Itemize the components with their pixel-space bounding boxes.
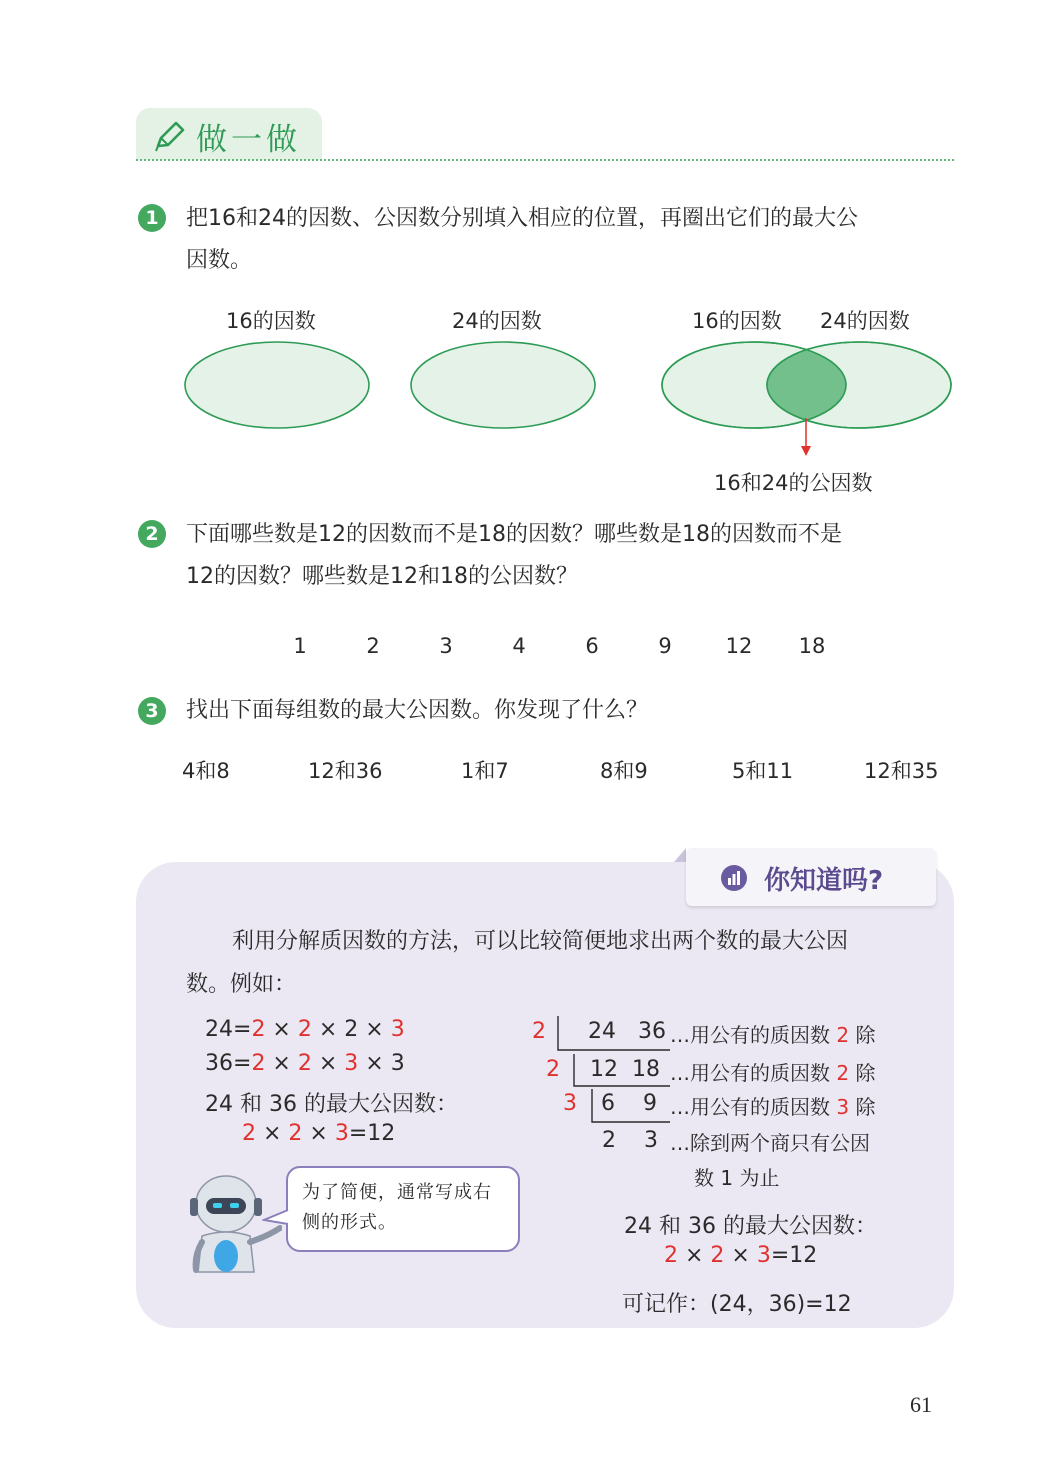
eq-part: ×	[678, 1243, 711, 1268]
number-item: 1	[293, 634, 307, 658]
note-number: 2	[836, 1061, 850, 1085]
page-number: 61	[910, 1392, 932, 1417]
question-2-line-1: 下面哪些数是12的因数而不是18的因数？哪些数是18的因数而不是	[186, 522, 842, 547]
tab-fold	[674, 848, 686, 862]
gcd-label-right: 24 和 36 的最大公因数：	[624, 1214, 877, 1239]
venn-label-24-overlap: 24的因数	[820, 309, 910, 333]
dividends-row-3: 6 9	[601, 1091, 657, 1116]
eq-part-highlight: 2	[251, 1051, 266, 1076]
venn-diagrams	[0, 0, 1044, 480]
info-intro-line-1: 利用分解质因数的方法，可以比较简便地求出两个数的最大公因	[232, 929, 849, 954]
number-item: 9	[658, 634, 672, 658]
eq-part: ×	[311, 1051, 345, 1076]
number-item: 6	[585, 634, 599, 658]
eq-part: ×	[265, 1051, 298, 1076]
question-1-line-1: 把16和24的因数、公因数分别填入相应的位置，再圈出它们的最大公	[186, 206, 858, 231]
division-note-1	[670, 1019, 875, 1048]
eq-part-highlight: 3	[334, 1121, 349, 1146]
eq-part: 24=	[205, 1017, 252, 1042]
speech-bubble-tail	[262, 1208, 290, 1228]
final-note-line-1: …除到两个商只有公因	[670, 1131, 870, 1155]
eq-part: × 2 ×	[311, 1017, 391, 1042]
question-2-line-2: 12的因数？哪些数是12和18的公因数？	[186, 564, 578, 589]
factors-16-ellipse	[185, 342, 369, 428]
factors-24-ellipse	[411, 342, 595, 428]
eq-part-highlight: 2	[251, 1017, 266, 1042]
gcd-expression-right	[664, 1243, 817, 1268]
number-item: 4	[512, 634, 526, 658]
common-factors-label: 16和24的公因数	[714, 471, 873, 495]
question-number-2: 2	[138, 520, 166, 548]
number-item: 3	[439, 634, 453, 658]
eq-part: =12	[770, 1243, 818, 1268]
note-text: …用公有的质因数	[670, 1061, 837, 1085]
dividends-row-1: 24 36	[588, 1019, 666, 1044]
divisor-3: 3	[563, 1091, 577, 1116]
note-text: 除	[849, 1023, 876, 1047]
question-number-1: 1	[138, 204, 166, 232]
eq-part-highlight: 2	[242, 1121, 256, 1146]
pair-item: 12和36	[308, 759, 383, 783]
note-text: 除	[849, 1095, 876, 1119]
eq-part-highlight: 3	[390, 1017, 405, 1042]
number-pairs	[0, 755, 1044, 785]
eq-part-highlight: 2	[664, 1243, 678, 1268]
number-list	[0, 634, 1044, 664]
note-number: 2	[836, 1023, 850, 1047]
chart-bar-icon	[720, 864, 748, 892]
eq-part-highlight: 2	[710, 1243, 725, 1268]
eq-part: × 3	[358, 1051, 405, 1076]
pair-item: 4和8	[182, 759, 230, 783]
venn-label-16-overlap: 16的因数	[692, 309, 782, 333]
eq-part: ×	[724, 1243, 757, 1268]
eq-part-highlight: 3	[344, 1051, 359, 1076]
section-title: 做一做	[196, 122, 301, 158]
eq-part: ×	[265, 1017, 298, 1042]
eq-part-highlight: 2	[297, 1017, 312, 1042]
final-quotients: 2 3	[602, 1128, 658, 1153]
question-2-text	[186, 514, 966, 598]
note-text: …用公有的质因数	[670, 1095, 837, 1119]
note-number: 3	[836, 1095, 850, 1119]
dividends-row-2: 12 18	[590, 1057, 660, 1082]
question-1-line-2: 因数。	[186, 248, 253, 273]
did-you-know-title: 你知道吗?	[764, 866, 884, 896]
eq-part: 36=	[205, 1051, 252, 1076]
pair-item: 1和7	[461, 759, 509, 783]
factorization-36	[205, 1051, 405, 1076]
divisor-2: 2	[546, 1057, 560, 1082]
gcd-expression-left	[242, 1121, 395, 1146]
question-3-text: 找出下面每组数的最大公因数。你发现了什么？	[186, 698, 649, 723]
note-text: …用公有的质因数	[670, 1023, 837, 1047]
eq-part: =12	[348, 1121, 396, 1146]
division-note-3	[670, 1091, 875, 1120]
question-number-3: 3	[138, 697, 166, 725]
eq-part-highlight: 2	[297, 1051, 312, 1076]
eq-part: ×	[302, 1121, 335, 1146]
division-note-2	[670, 1057, 875, 1086]
info-intro-line-2: 数。例如：	[186, 972, 297, 997]
venn-label-16: 16的因数	[226, 309, 316, 333]
pair-item: 12和35	[864, 759, 939, 783]
eq-part: ×	[256, 1121, 289, 1146]
divisor-1: 2	[532, 1019, 546, 1044]
note-text: 除	[849, 1061, 876, 1085]
speech-text: 为了简便，通常写成右侧的形式。	[302, 1182, 492, 1233]
number-item: 18	[798, 634, 826, 658]
eq-part-highlight: 3	[756, 1243, 771, 1268]
eq-part-highlight: 2	[288, 1121, 303, 1146]
pair-item: 8和9	[600, 759, 648, 783]
number-item: 12	[725, 634, 753, 658]
number-item: 2	[366, 634, 380, 658]
gcd-notation: 可记作：(24，36)=12	[622, 1292, 852, 1317]
venn-label-24: 24的因数	[452, 309, 542, 333]
gcd-label-left: 24 和 36 的最大公因数：	[205, 1092, 458, 1117]
factorization-24	[205, 1017, 405, 1042]
pair-item: 5和11	[732, 759, 794, 783]
final-note-line-2: 数 1 为止	[694, 1166, 780, 1190]
